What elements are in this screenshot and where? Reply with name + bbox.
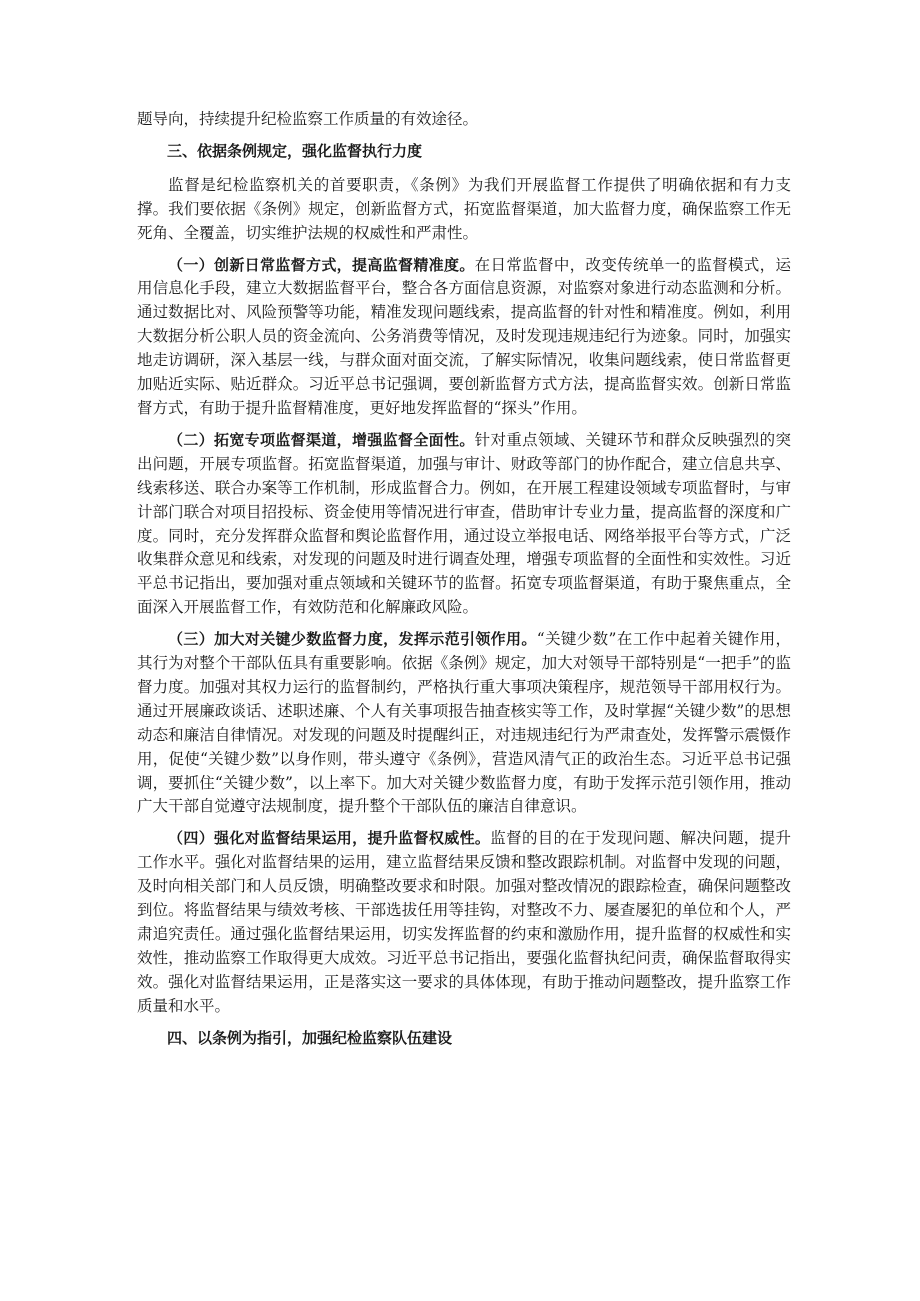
item-2-lead: （二）拓宽专项监督渠道，增强监督全面性。 — [168, 430, 475, 449]
item-2-paragraph — [137, 429, 791, 620]
item-3-paragraph — [137, 628, 791, 819]
item-3-body: “关键少数”在工作中起着关键作用，其行为对整个干部队伍具有重要影响。依据《条例》规定，加大对领导干部特别是“一把手”的监督力度。加强对其权力运行的监督制约，严格执行重大事项决策程序，规范领导干部用权行为。通过开展廉政谈话、述职述廉、个人有关事项报告抽查核实等工作，及时掌握“关键少数”的思想动态和廉洁自律情况。对发现的问题及时提醒纠正，对违规违纪行为严肃查处，发挥警示震慑作用，促使“关键少数”以身作则，带头遵守《条例》，营造风清气正的政治生态。习近平总书记强调，要抓住“关键少数”，以上率下。加大对关键少数监督力度，有助于发挥示范引领作用，推动广大干部自觉遵守法规制度，提升整个干部队伍的廉洁自律意识。 — [137, 630, 791, 816]
item-1-paragraph — [137, 254, 791, 421]
continuation-text: 题导向，持续提升纪检监察工作质量的有效途径。 — [137, 110, 479, 128]
paragraph-continuation — [137, 108, 791, 132]
item-1-body: 在日常监督中，改变传统单一的监督模式，运用信息化手段，建立大数据监督平台，整合各方面信息资源，对监察对象进行动态监测和分析。通过数据比对、风险预警等功能，精准发现问题线索，提高监督的针对性和精准度。例如，利用大数据分析公职人员的资金流向、公务消费等情况，及时发现违规违纪行为迹象。同时，加强实地走访调研，深入基层一线，与群众面对面交流，了解实际情况，收集问题线索，使日常监督更加贴近实际、贴近群众。习近平总书记强调，要创新监督方式方法，提高监督实效。创新日常监督方式，有助于提升监督精准度，更好地发挥监督的“探头”作用。 — [137, 255, 791, 417]
section-4-heading: 四、以条例为指引，加强纪检监察队伍建设 — [167, 1028, 453, 1047]
item-4-lead: （四）强化对监督结果运用，提升监督权威性。 — [168, 829, 491, 848]
item-4-body: 监督的目的在于发现问题、解决问题，提升工作水平。强化对监督结果的运用，建立监督结果反馈和整改跟踪机制。对监督中发现的问题，及时向相关部门和人员反馈，明确整改要求和时限。加强对整改情况的跟踪检查，确保问题整改到位。将监督结果与绩效考核、干部选拔任用等挂钩，对整改不力、屡查屡犯的单位和个人，严肃追究责任。通过强化监督结果运用，切实发挥监督的约束和激励作用，提升监督的权威性和实效性，推动监察工作取得更大成效。习近平总书记指出，要强化监督执纪问责，确保监督取得实效。强化对监督结果运用，正是落实这一要求的具体体现，有助于推动问题整改，提升监察工作质量和水平。 — [137, 829, 791, 1015]
section-3-intro: 监督是纪检监察机关的首要职责，《条例》为我们开展监督工作提供了明确依据和有力支撑。我们要依据《条例》规定，创新监督方式，拓宽监督渠道，加大监督力度，确保监察工作无死角、全覆盖，切实维护法规的权威性和严肃性。 — [137, 175, 791, 242]
section-3-heading: 三、依据条例规定，强化监督执行力度 — [167, 141, 423, 160]
item-2-body: 针对重点领域、关键环节和群众反映强烈的突出问题，开展专项监督。拓宽监督渠道，加强与审计、财政等部门的协作配合，建立信息共享、线索移送、联合办案等工作机制，形成监督合力。例如，在开展工程建设领域专项监督时，与审计部门联合对项目招投标、资金使用等情况进行审查，借助审计专业力量，提高监督的深度和广度。同时，充分发挥群众监督和舆论监督作用，通过设立举报电话、网络举报平台等方式，广泛收集群众意见和线索，对发现的问题及时进行调查处理，增强专项监督的全面性和实效性。习近平总书记指出，要加强对重点领域和关键环节的监督。拓宽专项监督渠道，有助于聚焦重点，全面深入开展监督工作，有效防范和化解廉政风险。 — [137, 430, 791, 617]
item-3-lead: （三）加大对关键少数监督力度，发挥示范引领作用。 — [168, 630, 537, 649]
document-page — [137, 108, 791, 1061]
item-1-lead: （一）创新日常监督方式，提高监督精准度。 — [168, 255, 475, 274]
item-4-paragraph — [137, 827, 791, 1018]
